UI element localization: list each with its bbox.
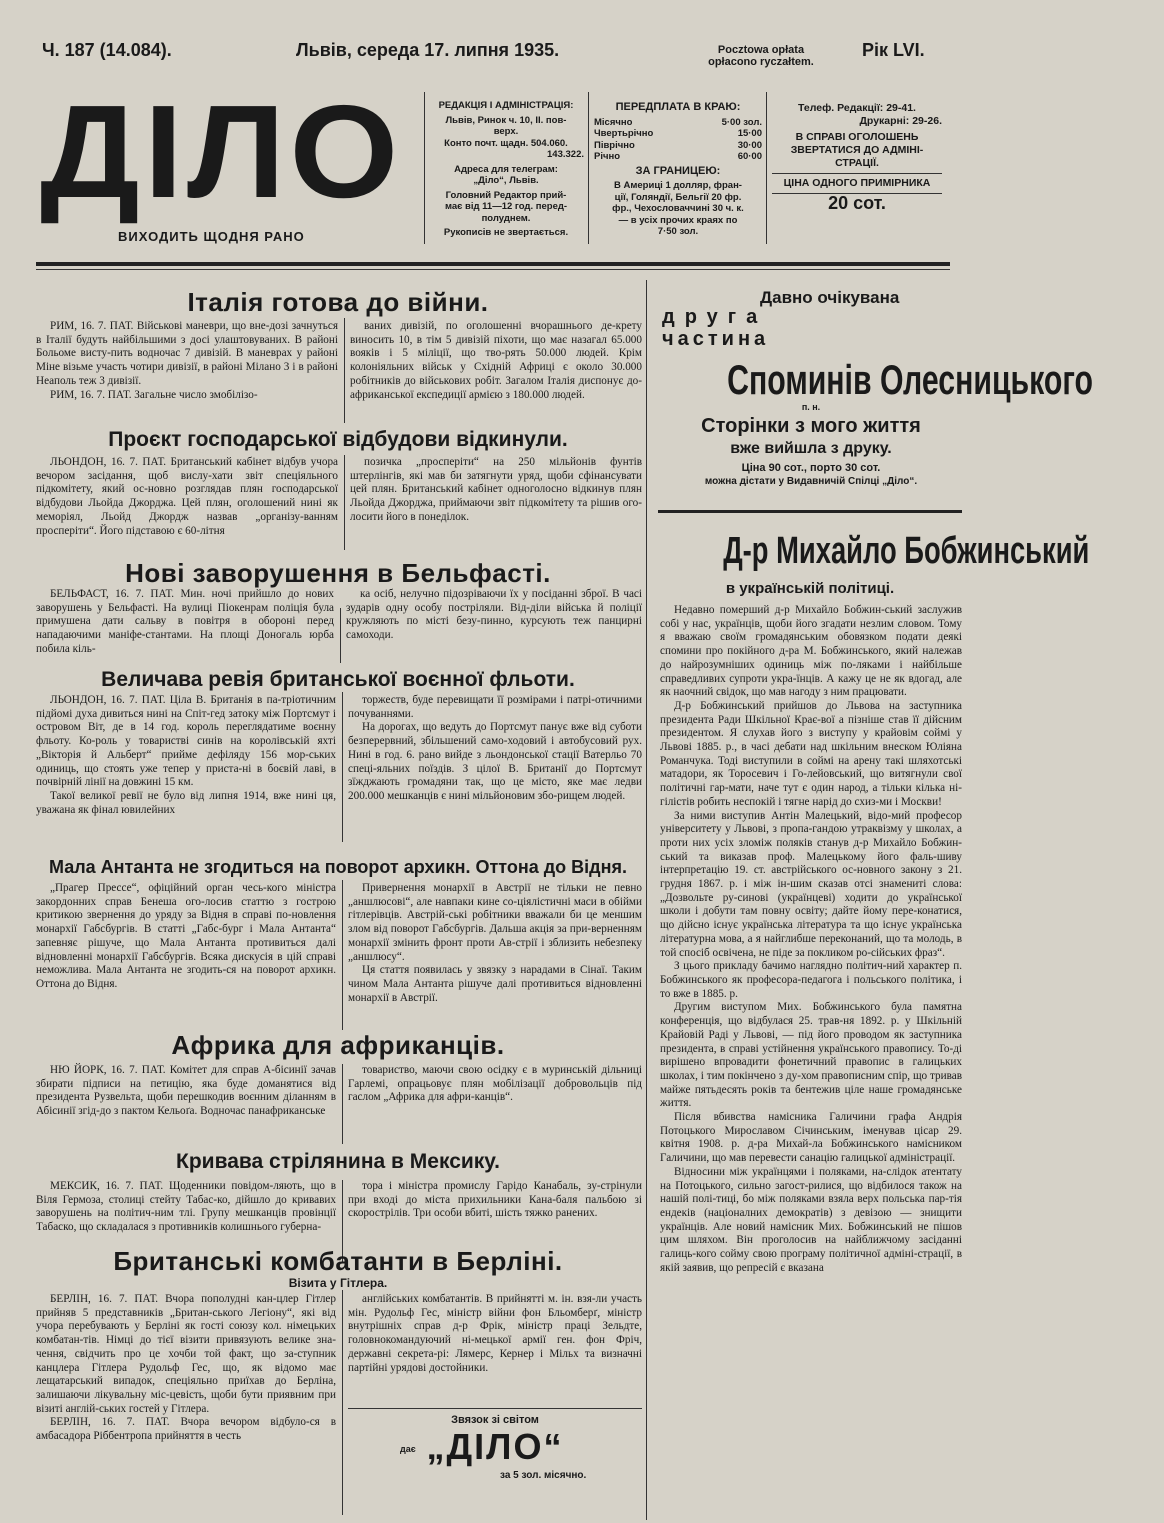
ads-line: СТРАЦІЇ.	[835, 157, 879, 169]
headline-antanta: Мала Антанта не згодиться на поворот архикн. Оттона до Відня.	[49, 857, 627, 877]
article-text: РИМ, 16. 7. ПАТ. Загальне число змобілізо-	[50, 388, 258, 401]
article-text: ваних дивізій, по оголошенні вчорашнього де-крету виносить 10, в тім 5 дивізій піхоти, що має назагал 65.000 вояків і 5 міліції, що тво-рять 50.000 людей. Крім колоніяльних військ у Східній Африці є около 30.000 робітників до військових робіт. Загалом Італія диспонує до-африканської експедиції армією з 180.000 людей.	[350, 320, 642, 401]
article-antanta-col2	[348, 882, 642, 1032]
article-text: ЛЬОНДОН, 16. 7. ПАТ. Ціла В. Британія в па-тріотичним підйомі духа дивиться нині на Спіт-гед затоку між Портсмут і островом Віт, де в 14 год. король переглядатиме воєнну фльоту. Ко-роль у товаристві синів на королівській яхті „Вікторія й Альберт“ прийме дефіляду 156 мор-ських одиниць, що стоять уже тепер у приста-ні в боєвій лаві, в почвірній лінії на довжині 15 км.	[36, 694, 336, 789]
phone-box	[772, 102, 942, 213]
ad-book-title: Споминів Олесницького	[727, 356, 1094, 403]
article-belfast-col2	[346, 588, 642, 664]
ad-line3: частина	[662, 328, 770, 350]
bozh-article	[660, 604, 962, 1520]
article-text: Привернення монархії в Австрії не тільки не певно „аншлюсові“, але навпаки кине со-ціялістичні маси в обійми гітлерівців. Австрій-ські робітники вважали би це меншим злом від поворот Габсбургів. Дальша акція за при-верненням монархії змінить фронт проти Ав-стрії і зблизить небезпеку „аншлюсу“.	[348, 882, 642, 963]
headline-mexico: Кривава стрілянина в Мексику.	[176, 1150, 500, 1173]
subscription-row: Піврічно 30·00	[594, 139, 762, 151]
ad-line4	[656, 356, 1094, 404]
ad-line2: друга	[662, 306, 768, 328]
editorial-line: РЕДАКЦІЯ І АДМІНІСТРАЦІЯ:	[438, 100, 574, 111]
abroad-line: 7·50 зол.	[657, 226, 699, 237]
abroad-line: — в усіх прочих краях по	[618, 214, 738, 226]
postal-note-line1: Pocztowa opłata	[717, 44, 805, 56]
promo-line1: Звязок зі світом	[451, 1414, 539, 1426]
editorial-box	[428, 100, 584, 239]
bozh-title: Д-р Михайло Бобжинський	[723, 530, 1090, 572]
place-date: Львів, середа 17. липня 1935.	[296, 40, 560, 60]
article-project-col2	[350, 456, 642, 552]
editorial-line: має від 11—12 год. перед-	[444, 201, 568, 212]
editorial-line: Рукописів не звертається.	[443, 227, 569, 238]
article-text: ка осіб, нелучно підозріваючи їх у посіданні зброї. В часі зударів одну особу постріляли. Від-діли війська й поліції кружляють по місті безу-пинно, курсують теж панцирні самоходи.	[346, 588, 642, 642]
ads-line: В СПРАВІ ОГОЛОШЕНЬ	[795, 131, 919, 143]
article-text: БЕЛЬФАСТ, 16. 7. ПАТ. Мин. ночі прийшло до нових заворушень у Бельфасті. На вулиці Піокенрам поліція була примушена дати сальву в повітря в обороні перед нападаючими маніфе-стантами. На площі Доногаль юрба побила кіль-	[36, 588, 334, 655]
article-text: На дорогах, що ведуть до Портсмут панує вже від суботи безперервний, збільшений само-ходовий і автобусовий рух. Нині в год. 6. рано вийде з льондонської стації Ватерльо 70 спеці-яльних поїздів. З цілої В. Британії до Портсмут зїжджають громадяни так, що це місто, яке має ледви 200.000 мешканців є нині мільйоновим збо-рищем людей.	[348, 721, 642, 802]
bozh-subheadline: в українській політиці.	[725, 580, 895, 597]
ad-line6: Сторінки з мого життя	[701, 415, 921, 437]
subheadline-berlin: Візита у Гітлера.	[288, 1276, 388, 1290]
editorial-line: Конто почт. щадн. 504.060.	[444, 137, 568, 149]
article-berlin-col2	[348, 1293, 642, 1403]
article-text: Відносини між українцями і поляками, на-слідок атентату на Потоцького, сильно загост-рилися, що відбилося також на нашій полі-тиці, бо між поляками взяла верх польська пар-тія ендеків (націоналних демократів) з девізою — знищити українців. Але новий намісник Мих. Бобжинський не пішов цим шляхом. Він проголосив на найближчому засіданні галиць-кого сойму свою програму політичної адміні-страції, в якій заявив, що репресій є вказана	[660, 1165, 962, 1274]
article-text: МЕКСИК, 16. 7. ПАТ. Щоденники повідом-ляють, що в Віля Гермоза, столиці стейту Табас-ко, дійшло до кривавих заворушень на політич-ним тлі. Групу мешканців провінції Табаско, що складалася з противників колишнього губерна-	[36, 1180, 336, 1234]
subscription-row: Чвертьрічно 15·00	[594, 128, 762, 139]
article-text: Другим виступом Мих. Бобжинського була памятна конференція, що відбулася 25. трав-ня 1892. р. у Шкільній Крайовій Раді у Львові, — під його проводом як заступника президента, в справі устійнення українського правопису. То-ді вирішено впровадити фонетичний правопис в галицьких школах, і тим покінчено з ду-хом правописним спір, що тривав майже пятьдесять років та бентежив ціле наше громадянське життя.	[660, 1001, 962, 1110]
subscription-title: ПЕРЕДПЛАТА В КРАЮ:	[615, 101, 741, 113]
price-label: ЦІНА ОДНОГО ПРИМІРНИКА	[772, 173, 942, 194]
promo-logo: „ДІЛО“	[426, 1426, 564, 1467]
editorial-line: Головний Редактор прий-	[445, 189, 567, 201]
article-text: позичка „просперіти“ на 250 мільйонів фунтів штерлінгів, які мав би затягнути уряд, щоби сфінансувати цей плян. Британський кабінет одноголосно відкинув плян Льойда Джорджа, приймаючи звіт підкомітету та рішив ого-лосити його в понеділок.	[350, 456, 642, 523]
article-fleet-col1	[36, 694, 336, 844]
article-berlin-col1	[36, 1293, 336, 1518]
headline-belfast: Нові заворушення в Бельфасті.	[125, 558, 551, 588]
postal-note-line2: opłacono ryczałtem.	[708, 56, 814, 68]
price-value: 20 сот.	[828, 193, 886, 213]
ad-line5: п. н.	[801, 402, 821, 412]
article-text: англійських комбатантів. В прийнятті м. ін. взя-ли участь мін. Рудольф Гес, міністр війни фон Бльомберґ, міністр внутрішніх справ д-р Фрік, міністр праці Зельдте, головнокомандуючий ні-мецької армії ген. фон Фріч, державні секрета-рі: Лямерс, Кернер і Мільх та визначні партійні урядові достойники.	[348, 1293, 642, 1374]
masthead-logo: ДІЛО	[40, 78, 403, 225]
editorial-line: 143.322.	[547, 149, 584, 160]
article-text: Такої великої ревії не було від липня 1914, вже нині ця, уважана як фінал ювилейних	[36, 789, 336, 816]
article-fleet-col2	[348, 694, 642, 844]
article-italy-col2	[350, 320, 642, 424]
phone-line: Телеф. Редакції: 29-41.	[798, 102, 916, 114]
headline-project: Проєкт господарської відбудови відкинули.	[108, 428, 568, 451]
article-belfast-col1	[36, 588, 334, 664]
headline-berlin: Британські комбатанти в Берліні.	[113, 1246, 563, 1276]
ad-line1: Давно очікувана	[760, 288, 900, 307]
tagline: ВИХОДИТЬ ЩОДНЯ РАНО	[118, 229, 305, 244]
abroad-line: В Америці 1 долляр, фран-	[614, 180, 742, 191]
promo-line2: дає	[400, 1444, 416, 1454]
editorial-line: „Діло“, Львів.	[473, 175, 539, 186]
headline-fleet: Величава ревія британської воєнної фльоти.	[101, 668, 575, 691]
article-text: товариство, маючи свою осідку є в муринській дільниці Гарлемі, опрацьовує плян мобілізації добровольців під гаслом „Африка для афри-канців“.	[348, 1064, 642, 1104]
promo-line4: за 5 зол. місячно.	[500, 1470, 587, 1481]
headline-italy: Італія готова до війни.	[187, 287, 489, 317]
article-text: Ця стаття появилась у звязку з нарадами в Сінаї. Таким чином Мала Антанта рішуче далі противиться відновленні монархії в Австрії.	[348, 964, 642, 1004]
article-text: тора і міністра промислу Гарідо Канабаль, зу-стрінули при вході до міста прихильники Кана-баля пальбою зі скорострілів. Три особи вбиті, шість тяжко ранених.	[348, 1180, 642, 1220]
article-text: Д-р Бобжинський прийшов до Львова на заступника президента Ради Шкільної Крає-вої а пізніше став її дійсним президентом. Я слухав його з виступу у крайовім соймі у Львові 1885. р., в часі дебати над шкільним внеском Юліяна Романчука. Тоді виступили в соймі на арену такі шляхотські матадори, як Торосевич і Го-лейовський, що витягнули свої політичні гар-мати, наче тут є один народ, а тільки кілька ні-гілістів робить неспокій і тягне нарід до схиз-ми і Москви!	[660, 699, 962, 808]
editorial-line: полуднем.	[481, 212, 531, 224]
year-number: Рік LVI.	[862, 40, 925, 60]
subscription-row: Річно 60·00	[594, 151, 762, 162]
bozh-headline	[652, 530, 1090, 573]
ad-line9: можна дістати у Видавничій Спілці „Діло“.	[704, 476, 918, 487]
article-project-col1	[36, 456, 338, 552]
article-text: НЮ ЙОРК, 16. 7. ПАТ. Комітет для справ А-бісинії зачав збирати підписи на петицію, яка буде доманятися від президента Рузвельта, щоби перешкодив воєнним діланням в Абісинії згід-до з пактом Кельоґа. Водночас панафриканське	[36, 1064, 336, 1118]
article-text: За ними виступив Антін Малецький, відо-мий професор університету у Львові, з пропа-гандою утраквізму у школах, а проти них усіх зломіж поляків станув д-р Михайло Бобжин-ський та виказав проф. Малецькому його фаль-шиву інтерпретацію 19. ст. австрійського ос-новного закону з 21. грудня 1867. р. і між ін-шим сказав отсі знамениті слова: „Дозвольте ру-синові (українцеві) ходити до української школи і добути там повну освіту; дайте йому пере-конатися, що дійсно існує українська література та що існує українська літературна мова, а я найглибше переконаний, що та молодь, в той спосіб освічена, не піде за покликом ро-сійських фраз“.	[660, 809, 962, 959]
subscription-row: Місячно 5·00 зол.	[594, 116, 762, 128]
article-text: „Прагер Прессе“, офіційний орган чесь-кого міністра закордонних справ Бенеша ого-лосив статтю з гострою критикою звернення до уряду за Відня в справі по-новлення монархії Габсбургів. В статті „Габс-бург і Мала Антанта“ запевняє рішуче, що Мала Антанта противиться далі відновленні монархії Габсбургів. Всяка дискусія в цій справі неможлива. Мала Антанта не згодить-ся на поворот архикн. Оттона до Відня.	[36, 882, 336, 990]
phone-line: Друкарні: 29-26.	[859, 115, 942, 127]
article-text: Після вбивства намісника Галичини графа Андрія Потоцького Мирославом Січинським, іменував цісар 29. квітня 1908. р. д-ра Михай-ла Бобжинського намісником Галичини, що мав перевести санацію галицької адміністрації.	[660, 1111, 962, 1165]
abroad-line: ції, Голяндії, Бельгії 20 фр.	[614, 191, 742, 203]
article-text: БЕРЛІН, 16. 7. ПАТ. Вчора пополудні кан-цлер Гітлер прийняв 5 представників „Британ-ського Легіону“, які від учора перебувають у Берліні як гості союзу кол. німецьких комбатан-тів. Німці до тієї візити привязують велике зна-чення, свідчить про це хочби той факт, що за-ступник канцлера Гітлера Рудольф Гес, що, як відомо має лещатарський випадок, спеціяльно приїхав до Берліна, залишаючи лікувальну міс-цевість, щоби бути приявним при візиті англій-ських гостей у Гітлера.	[36, 1293, 336, 1415]
editorial-line: Львів, Ринок ч. 10, II. пов-	[445, 114, 567, 126]
editorial-line: Адреса для телеграм:	[454, 163, 558, 175]
article-africa-col1	[36, 1064, 336, 1146]
abroad-line: фр., Чехословаччині 30 ч. к.	[612, 203, 744, 214]
ad-line7: вже вийшла з друку.	[730, 440, 892, 457]
article-text: Недавно померший д-р Михайло Бобжин-ський заслужив собі у нас, українців, щоби його згадати незлим словом. Тому я вважаю своїм громадянським обовязком подати деякі спомини про покійного д-ра М. Бобжинського, який належав до найрозумніших одиниць між по-ляками і найбільше справедливих супроти укра-їнців. А кажу це не як вдогад, але як наочний свідок, що мав нагоду з ним працювати.	[660, 604, 962, 699]
article-text: З цього прикладу бачимо наглядно політич-ний характер п. Бобжинського як професора-педагога і польського політика, і то вже в 1885. р.	[660, 960, 962, 1000]
issue-number: Ч. 187 (14.084).	[42, 40, 172, 60]
headline-africa: Африка для африканців.	[171, 1030, 505, 1060]
abroad-title: ЗА ГРАНИЦЕЮ:	[635, 164, 721, 177]
postal-note	[696, 44, 826, 68]
article-text: БЕРЛІН, 16. 7. ПАТ. Вчора вечором відбуло-ся в амбасадора Ріббентропа прийняття в честь	[36, 1416, 336, 1443]
subscription-box	[594, 102, 762, 238]
article-text: РИМ, 16. 7. ПАТ. Військові маневри, що вне-дозі зачнуться в Італії будуть найбільшими з досі улаштовуваних. В районі Больоме висту-пить водночас 7 дивізій. В маневрах у районі Міне візьме участь чотири дивізії, в районі Мілано 3 і в районі Неаполь теж 3 дивізії.	[36, 320, 338, 387]
article-text: ЛЬОНДОН, 16. 7. ПАТ. Британський кабінет відбув учора вечором засідання, щоб вислу-хати звіт спеціяльного підкомітету, який ос-новно розглядав плян господарської відбудови Льойда Джорджа. Цей плян, оголошений нині як меморіял, Льойд Джордж назвав „організу-ванням просперіти“. Його підставою є 60-літня	[36, 456, 338, 537]
article-africa-col2	[348, 1064, 642, 1146]
article-antanta-col1	[36, 882, 336, 1032]
ads-line: ЗВЕРТАТИСЯ ДО АДМІНІ-	[790, 144, 924, 156]
editorial-line: верх.	[493, 126, 519, 137]
article-text: торжеств, буде перевищати її розмірами і патрі-отичними почуваннями.	[348, 694, 642, 720]
article-italy-col1	[36, 320, 338, 424]
ad-line8: Ціна 90 сот., порто 30 сот.	[741, 462, 881, 474]
